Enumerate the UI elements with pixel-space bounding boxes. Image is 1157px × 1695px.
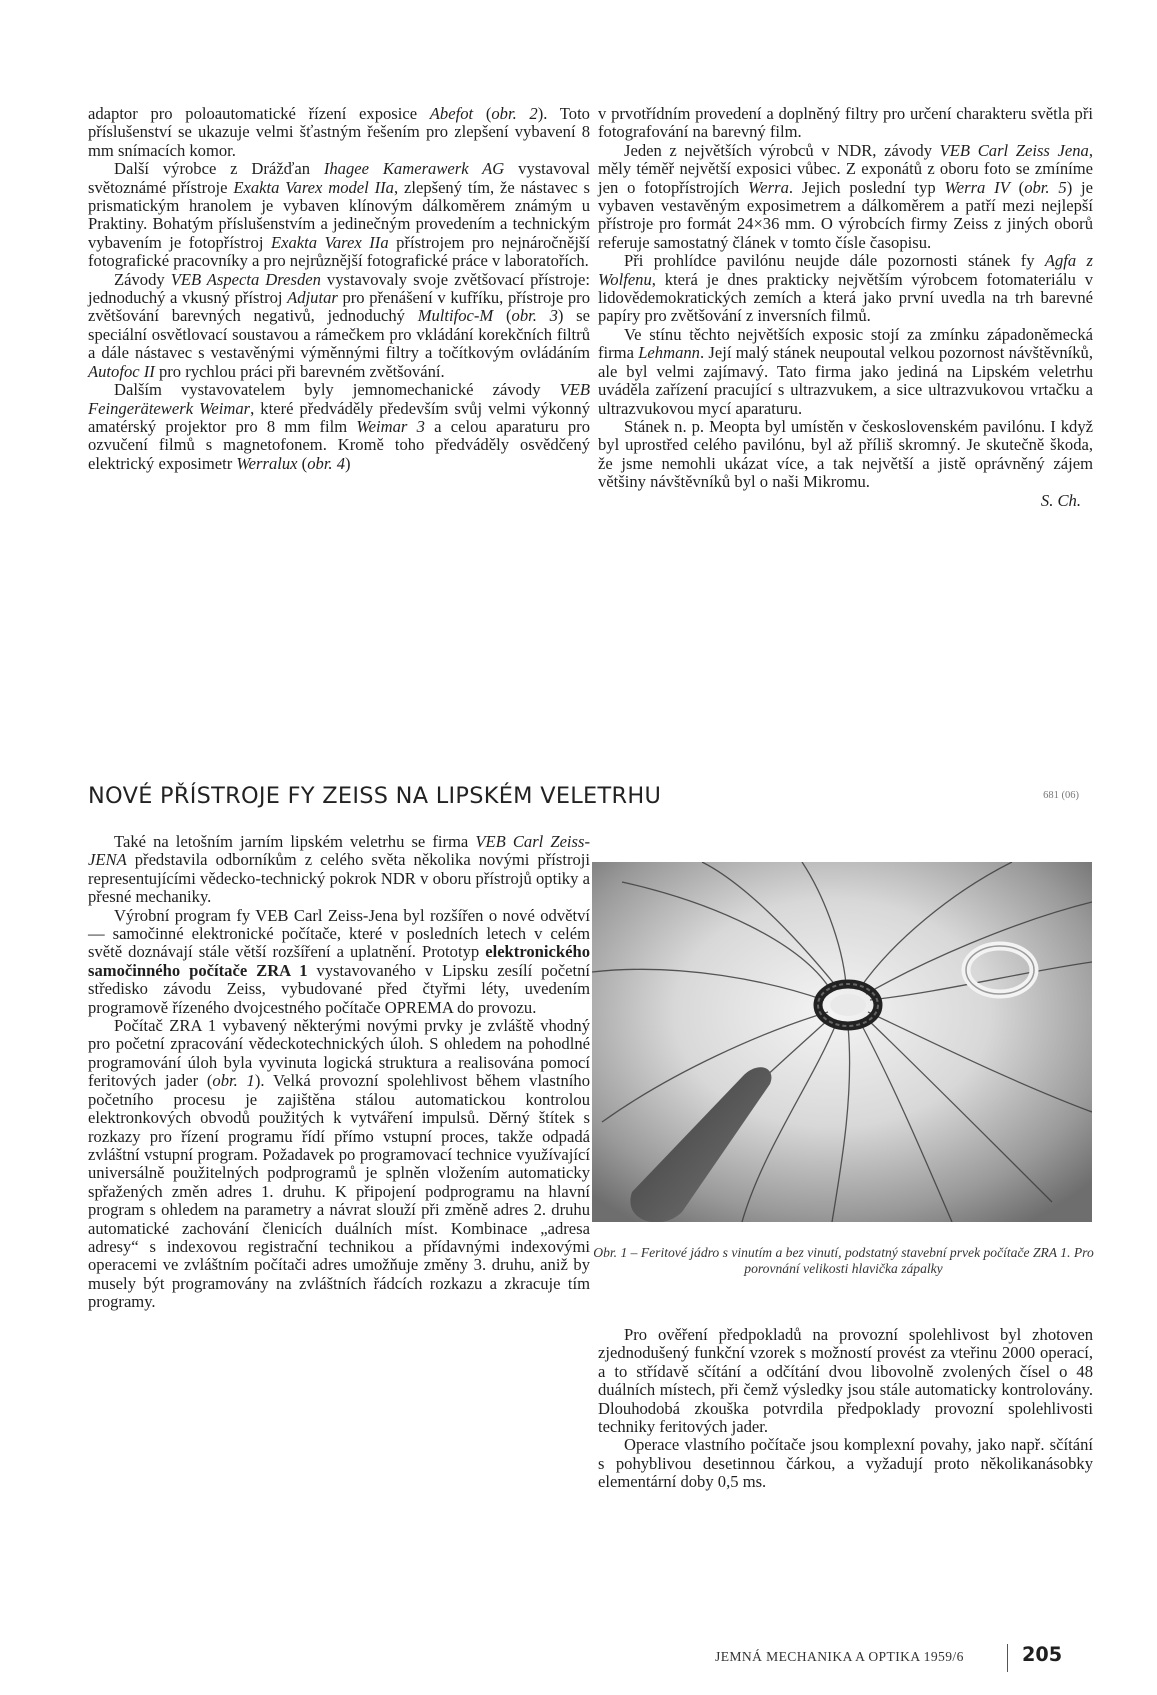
paragraph: Operace vlastního počítače jsou komplexní povahy, jako např. sčítání s pohyblivou desetinnou čárkou, a vyžadují proto několikanásobky elementární doby 0,5 ms. bbox=[598, 1435, 1093, 1492]
article-title: NOVÉ PŘÍSTROJE FY ZEISS NA LIPSKÉM VELETRHU bbox=[88, 783, 662, 809]
paragraph: Počítač ZRA 1 vybavený některými novými prvky je zvláště vhodný pro početní zpracování vědeckotechnických úloh. S ohledem na pohodlné programování úloh byla vyvinuta logická struktura a realisována pomocí feritových jader (obr. 1). Velká provozní spolehlivost během vlastního početního procesu je zajištěna stálou automatickou kontrolou elektronkových obvodů použitých k vytváření impulsů. Děrný štítek s rozkazy pro řízení programu řídí přímo vstupní proces, takže odpadá zvláštní vstupní program. Požadavek po programovací technice využívající universálně použitelných podprogramů je splněn vložením automaticky spřažených změn adres 1. druhu. K připojení podprogramu na hlavní program s ohledem na parametry a návrat slouží při změně adres 2. druhu automatické zachování členicích duálních míst. Kombinace „adresa adresy“ s indexovou registrační technikou a přídavnými indexovými operacemi ve zvláštním počítači adres umožňuje změny 3. druhu, aniž by musely být programovány na zvláštních řádcích rozkazu a zkracuje tím programy. bbox=[88, 1016, 590, 1312]
paragraph: Ve stínu těchto největších exposic stojí za zmínku západoněmecká firma Lehmann. Její malý stánek neupoutal velkou pozornost návštěvníků, ale byl velmi zajímavý. Tato firma jako jediná na Lipském veletrhu uváděla zařízení pracující s ultrazvukem, a sice ultrazvukovou vrtačku a ultrazvukovou mycí aparaturu. bbox=[598, 324, 1093, 418]
paragraph: Pro ověření předpokladů na provozní spolehlivost byl zhotoven zjednodušený funkční vzorek s možností provést za vteřinu 2000 operací, a to střídavě sčítání a odčítání dvou libovolně zvolených čísel o 48 duálních místech, při čemž výsledky jsou stále automaticky kontrolovány. Dlouhodobá zkouška potvrdila předpoklady provozní spolehlivosti techniky feritových jader. bbox=[598, 1325, 1093, 1437]
ferrite-core-photo-image bbox=[592, 862, 1092, 1222]
figure-caption: Obr. 1 – Feritové jádro s vinutím a bez vinutí, podstatný stavební prvek počítače ZRA 1. Pro porovnání velikosti hlavička zápalky bbox=[593, 1245, 1094, 1276]
footer-journal-title: JEMNÁ MECHANIKA A OPTIKA 1959/6 bbox=[715, 1649, 964, 1664]
figure-ferrite-core-photo bbox=[592, 862, 1092, 1222]
paragraph: Jeden z největších výrobců v NDR, závody VEB Carl Zeiss Jena, měly téměř největší exposici vůbec. Z exponátů z oboru foto se zmíníme jen o fotopřístrojích Werra. Jejich poslední typ Werra IV (obr. 5) je vybaven vestavěným exposimetrem a dálkoměrem a patří mezi nejlepší přístroje pro formát 24×36 mm. O výrobcích firmy Zeiss z jiných oborů referuje samostatný článek v tomto čísle časopisu. bbox=[598, 140, 1094, 252]
paragraph: Další výrobce z Drážďan Ihagee Kamerawerk AG vystavoval světoznámé přístroje Exakta Varex model IIa, zlepšený tím, že nástavec s prismatickým hranolem je vybaven klínovým dálkoměrem známým u Praktiny. Bohatým příslušenstvím a jedinečným provedením a technickým vybavením je fotopřístroj Exakta Varex IIa přístrojem pro nejnáročnější fotografické pracovníky a pro nejrůznější fotografické práce v laboratořích. bbox=[88, 159, 591, 271]
classification-code: 681 (06) bbox=[1043, 790, 1079, 801]
paragraph: Dalším vystavovatelem byly jemnomechanické závody VEB Feingerätewerk Weimar, které předváděly především svůj velmi výkonný amatérský projektor pro 8 mm film Weimar 3 a celou aparaturu pro ozvučení filmů s magnetofonem. Kromě toho předváděly osvědčený elektrický exposimetr Werralux (obr. 4) bbox=[88, 380, 590, 473]
page-number: 205 bbox=[1022, 1643, 1063, 1666]
column-top-left bbox=[88, 105, 590, 473]
paragraph: Závody VEB Aspecta Dresden vystavovaly svoje zvětšovací přístroje: jednoduchý a vkusný přístroj Adjutar pro přenášení v kufříku, přístroje pro zvětšování barevných negativů, jednoduchý Multifoc-M (obr. 3) se speciální osvětlovací soustavou a rámečkem pro vkládání korekčních filtrů a dále nástavec s vestavěnými výměnnými filtry a točítkovým ovládáním Autofoc II pro rychlou práci při barevném zvětšování. bbox=[88, 269, 591, 381]
author-signature: S. Ch. bbox=[1040, 490, 1081, 510]
column-top-right-body bbox=[598, 105, 1093, 492]
paragraph: adaptor pro poloautomatické řízení exposice Abefot (obr. 2). Toto příslušenství se ukazuje velmi šťastným řešením pro zlepšení vybavení 8 mm snímacích komor. bbox=[88, 104, 590, 160]
column-top-right bbox=[598, 105, 1093, 510]
column-bottom-right bbox=[598, 1326, 1093, 1492]
paragraph: Stánek n. p. Meopta byl umístěn v československém pavilónu. I když byl uprostřed celého pavilónu, byl až příliš skromný. Je skutečně škoda, že jsme nemohli ukázat více, a tak největší a jistě oprávněný zájem většiny návštěvníků byl o naši Mikromu. bbox=[598, 416, 1093, 492]
paragraph: Také na letošním jarním lipském veletrhu se firma VEB Carl Zeiss-JENA představila odborníkům z celého světa několika novými přístroji representujícími vědecko-technický pokrok NDR v oboru přístrojů optiky a přesné mechaniky. bbox=[88, 832, 590, 907]
paragraph: Výrobní program fy VEB Carl Zeiss-Jena byl rozšířen o nové odvětví — samočinné elektronické počítače, které v posledních letech v celém světě doznávají stále větší rozšíření a uplatnění. Prototyp elektronického samočinného počítače ZRA 1 vystavovaného v Lipsku zesílí početní středisko závodu Zeiss, vybudované před čtyřmi léty, uvedením programově řízeného dvojcestného počítače OPREMA do provozu. bbox=[88, 905, 590, 1017]
paragraph: Při prohlídce pavilónu neujde dále pozornosti stánek fy Agfa z Wolfenu, která je dnes prakticky největším výrobcem fotomateriálu v lidovědemokratických zemích a která jako první uvedla na trh barevné papíry pro zvětšování z inversních filmů. bbox=[598, 251, 1093, 326]
paragraph: v prvotřídním provedení a doplněný filtry pro určení charakteru světla při fotografování na barevný film. bbox=[598, 104, 1093, 142]
footer-divider bbox=[1007, 1644, 1008, 1672]
column-bottom-left bbox=[88, 833, 590, 1312]
